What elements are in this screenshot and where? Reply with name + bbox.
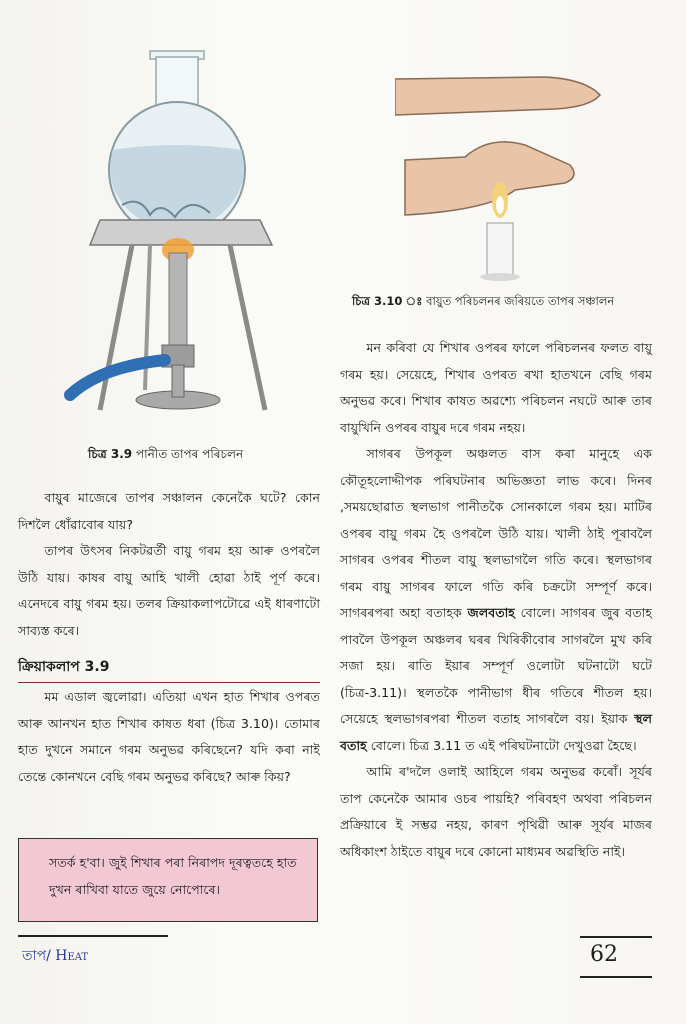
safety-warning-box bbox=[18, 838, 318, 922]
left-paragraph-2: তাপৰ উৎসৰ নিকটৱৰ্তী বায়ু গৰম হয় আৰু ওপৰলৈ উঠি যায়। কাষৰ বায়ু আহি খালী হোৱা ঠাই পূৰ্ণ কৰে। এনেদৰে বায়ু গৰম হয়। তলৰ ক্ৰিয়াকলাপটোৱে এই ধাৰণাটো সাব্যস্ত কৰে। bbox=[18, 543, 320, 638]
safety-warning-text: সতৰ্ক হ'বা। জুই শিখাৰ পৰা নিৰাপদ দূৰত্বতহে হাত দুখন ৰাখিবা যাতে জুয়ে নোপোৰে। bbox=[49, 855, 297, 897]
right-paragraph-2 bbox=[340, 441, 652, 759]
left-paragraph-1: বায়ুৰ মাজেৰে তাপৰ সঞ্চালন কেনেকৈ ঘটে? কোন দিশলৈ ধোঁৱাবোৰ যায়? bbox=[18, 490, 320, 532]
sea-breeze-text-a: সাগৰৰ উপকূল অঞ্চলত বাস কৰা মানুহে এক কৌতূহলোদ্দীপক পৰিঘটনাৰ অভিজ্ঞতা লাভ কৰে। দিনৰ ,সময়ছোৱাত স্থলভাগ পানীতকৈ সোনকালে গৰম হয়। মাটিৰ ওপৰৰ বায়ু গৰম হৈ ওপৰলৈ উঠি যায়। খালী ঠাই পূৰাবলৈ সাগৰৰ ওপৰৰ শীতল বায়ু স্থলভাগলৈ গতি কৰে। স্থলভাগৰ গৰম বায়ু সাগৰৰ ফালে গতি কৰি চক্ৰটো সম্পূৰ্ণ কৰে। সাগৰৰপৰা অহা বতাহক bbox=[340, 446, 652, 620]
figure-3-9-caption bbox=[88, 447, 243, 462]
right-paragraph-1: মন কৰিবা যে শিখাৰ ওপৰৰ ফালে পৰিচলনৰ ফলত বায়ু গৰম হয়। সেয়েহে, শিখাৰ ওপৰত ৰখা হাতখনে বেছি গৰম অনুভৱ কৰে। শিখাৰ কাষত অৱশ্যে পৰিচলন নঘটে আৰু তাৰ বায়ুখিনি ওপৰৰ বায়ুৰ দৰে গৰম নহয়। bbox=[340, 340, 652, 435]
figure-3-9-flask-illustration bbox=[60, 45, 300, 420]
left-column-activity bbox=[18, 684, 320, 790]
sea-breeze-text-b: বোলে। সাগৰৰ জুৰ বতাহ পাবলৈ উপকূল অঞ্চলৰ ঘৰৰ খিৰিকীবোৰ সাগৰলৈ মুখ কৰি সজা হয়। ৰাতি ইয়াৰ সম্পূৰ্ণ ওলোটা ঘটনাটো ঘটে (চিত্ৰ-3.11)। স্থলতকৈ পানীভাগ ধীৰ গতিৰে শীতল হয়। সেয়েহে স্থলভাগৰপৰা শীতল বতাহ সাগৰলৈ বয়। ইয়াক bbox=[340, 605, 652, 726]
left-column-upper bbox=[18, 485, 320, 644]
sea-breeze-text-c: বোলে। চিত্ৰ 3.11 ত এই পৰিঘটনাটো দেখুওৱা হৈছে। bbox=[366, 737, 637, 753]
footer-rule-right-top bbox=[580, 936, 652, 938]
footer-chapter-as: তাপ/ bbox=[22, 948, 56, 964]
activity-heading: ক্ৰিয়াকলাপ 3.9 bbox=[18, 655, 320, 683]
footer-rule-left bbox=[18, 935, 168, 937]
footer-chapter-en: Heat bbox=[55, 948, 89, 964]
figure-3-9-caption-text: পানীত তাপৰ পৰিচলন bbox=[132, 447, 244, 461]
footer-chapter bbox=[22, 944, 88, 968]
land-breeze-term: স্থল বতাহ bbox=[340, 711, 652, 753]
right-paragraph-3: আমি ৰ'দলৈ ওলাই আহিলে গৰম অনুভৱ কৰোঁ। সূৰ্যৰ তাপ কেনেকৈ আমাৰ ওচৰ পায়হি? পৰিবহণ অথবা পৰিচলন প্ৰক্ৰিয়াৰে ই সম্ভৱ নহয়, কাৰণ পৃথিৱী আৰু সূৰ্যৰ মাজৰ অধিকাংশ ঠাইতে বায়ুৰ দৰে কোনো মাধ্যমৰ অৱস্থিতি নাই। bbox=[340, 764, 652, 859]
right-column bbox=[340, 335, 652, 865]
figure-3-10-hands-candle-illustration bbox=[395, 65, 615, 285]
footer-rule-right-bottom bbox=[580, 976, 652, 978]
figure-3-10-caption-text: বায়ুত পৰিচলনৰ জৰিয়তে তাপৰ সঞ্চালন bbox=[422, 294, 615, 308]
activity-paragraph: মম এডাল জ্বলোৱা। এতিয়া এখন হাত শিখাৰ ওপৰত আৰু আনখন হাত শিখাৰ কাষত ধৰা (চিত্ৰ 3.10)। তোমাৰ হাত দুখনে সমানে গৰম অনুভৱ কৰিছেনে? যদি কৰা নাই তেন্তে কোনখনে বেছি গৰম অনুভৱ কৰিছে? আৰু কিয়? bbox=[18, 689, 320, 784]
figure-3-9-label: চিত্র 3.9 bbox=[88, 447, 133, 461]
sea-breeze-term: জলবতাহ bbox=[467, 605, 515, 620]
figure-3-10-caption bbox=[352, 294, 614, 309]
figure-3-10-label: চিত্ৰ 3.10 ঃ bbox=[352, 294, 423, 308]
page-number: 62 bbox=[590, 942, 618, 967]
